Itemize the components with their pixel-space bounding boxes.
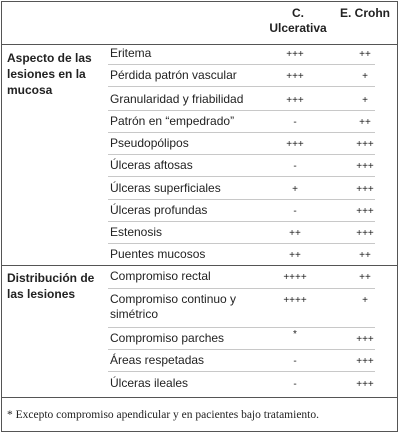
group-label-aspecto: Aspecto de las lesiones en la mucosa: [7, 51, 92, 97]
row-cd-value: +++: [356, 356, 374, 367]
row-uc-value: -: [293, 117, 297, 128]
row-separator: [108, 199, 375, 200]
row-cd-value: +++: [356, 139, 374, 150]
row-feature: Úlceras superficiales: [110, 181, 221, 195]
row-feature: Úlceras profundas: [110, 203, 208, 217]
row-separator: [108, 371, 375, 372]
row-feature: Úlceras aftosas: [110, 158, 193, 172]
row-separator: [108, 349, 375, 350]
row-cd-value: +++: [356, 228, 374, 239]
row-uc-value: +++: [286, 49, 304, 60]
row-separator: [108, 64, 375, 65]
row-uc-value: +++: [286, 139, 304, 150]
row-feature: Puentes mucosos: [110, 247, 206, 261]
row-feature: Úlceras ileales: [110, 376, 189, 390]
row-uc-value: +++: [286, 95, 304, 106]
row-separator: [108, 176, 375, 177]
row-feature: Granularidad y friabilidad: [110, 92, 244, 106]
row-cd-value: +++: [356, 161, 374, 172]
group-label-distribucion: Distribución de las lesiones: [7, 271, 95, 301]
row-separator: [108, 86, 375, 87]
column-header-colitis-ulcerosa: C. Ulcerativa: [269, 6, 327, 35]
row-cd-value: ++: [359, 49, 371, 60]
row-feature: Pseudopólipos: [110, 136, 189, 150]
row-uc-value: *: [293, 329, 297, 340]
row-separator: [108, 110, 375, 111]
row-cd-value: ++: [359, 272, 371, 283]
row-cd-value: +++: [356, 206, 374, 217]
row-uc-value: -: [293, 161, 297, 172]
row-uc-value: -: [293, 356, 297, 367]
row-uc-value: ++: [289, 228, 301, 239]
group-divider: [1, 265, 398, 266]
row-separator: [108, 288, 375, 289]
column-header-crohn: E. Crohn: [340, 6, 390, 20]
row-cd-value: +++: [356, 334, 374, 345]
row-feature: Áreas respetadas: [110, 353, 205, 367]
row-feature: Compromiso parches: [110, 331, 225, 345]
row-cd-value: +++: [356, 184, 374, 195]
row-separator: [108, 132, 375, 133]
row-feature: Estenosis: [110, 225, 163, 239]
row-uc-value: +: [292, 184, 298, 195]
header-divider: [1, 44, 398, 45]
row-cd-value: +: [362, 71, 368, 82]
row-uc-value: ++++: [283, 295, 307, 306]
row-separator: [108, 154, 375, 155]
row-cd-value: +: [362, 295, 368, 306]
row-feature: Patrón en “empedrado”: [110, 114, 235, 128]
row-separator: [108, 221, 375, 222]
row-uc-value: +++: [286, 71, 304, 82]
row-feature: Compromiso continuo y simétrico: [110, 292, 237, 321]
row-separator: [108, 243, 375, 244]
row-uc-value: ++: [289, 250, 301, 261]
row-separator: [108, 327, 375, 328]
row-cd-value: ++: [359, 117, 371, 128]
row-feature: Eritema: [110, 46, 152, 60]
footer-divider: [1, 397, 398, 398]
row-uc-value: ++++: [283, 272, 307, 283]
row-cd-value: ++: [359, 250, 371, 261]
row-feature: Pérdida patrón vascular: [110, 68, 237, 82]
row-feature: Compromiso rectal: [110, 269, 211, 283]
row-uc-value: -: [293, 206, 297, 217]
footnote: * Excepto compromiso apendicular y en pacientes bajo tratamiento.: [7, 409, 319, 421]
row-uc-value: -: [293, 379, 297, 390]
row-cd-value: +: [362, 95, 368, 106]
row-cd-value: +++: [356, 379, 374, 390]
